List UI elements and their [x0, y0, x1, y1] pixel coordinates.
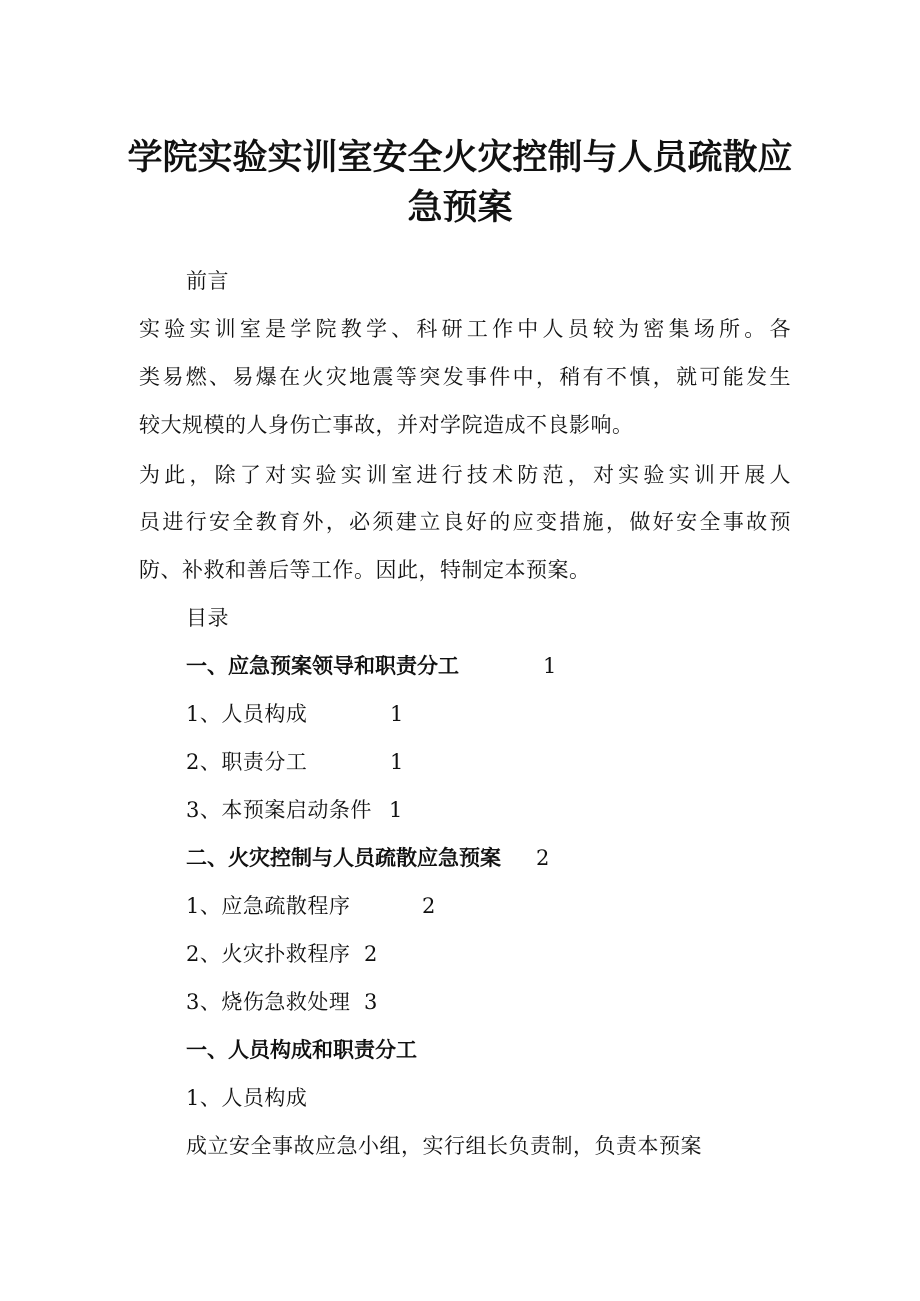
toc-page-1-2: 1 [390, 750, 404, 774]
body-text-line: 成立安全事故应急小组，实行组长负责制，负责本预案 [186, 1134, 702, 1158]
toc-heading: 目录 [186, 606, 229, 630]
toc-page-2-3: 3 [364, 990, 378, 1014]
preface-heading: 前言 [186, 269, 229, 293]
toc-page-section-1: 1 [543, 654, 557, 678]
toc-entry-2-2: 2、火灾扑救程序 [186, 942, 351, 966]
paragraph-2-line-1: 为此，除了对实验实训室进行技术防范，对实验实训开展人 [139, 463, 791, 487]
document-title-line-1: 学院实验实训室安全火灾控制与人员疏散应 [127, 138, 793, 178]
paragraph-2-line-3: 防、补救和善后等工作。因此，特制定本预案。 [139, 558, 591, 582]
paragraph-1-line-2: 类易燃、易爆在火灾地震等突发事件中，稍有不慎，就可能发生 [139, 365, 791, 389]
toc-page-2-2: 2 [364, 942, 378, 966]
paragraph-1-line-1: 实验实训室是学院教学、科研工作中人员较为密集场所。各 [139, 317, 791, 341]
toc-entry-section-1: 一、应急预案领导和职责分工 [186, 654, 459, 678]
toc-page-1-1: 1 [390, 702, 404, 726]
paragraph-1-line-3: 较大规模的人身伤亡事故，并对学院造成不良影响。 [139, 413, 634, 437]
toc-entry-1-3: 3、本预案启动条件 [186, 798, 372, 822]
toc-page-2-1: 2 [422, 894, 436, 918]
toc-page-1-3: 1 [389, 798, 403, 822]
toc-entry-2-3: 3、烧伤急救处理 [186, 990, 351, 1014]
subsection-1-heading: 1、人员构成 [186, 1086, 308, 1110]
toc-entry-1-2: 2、职责分工 [186, 750, 308, 774]
toc-entry-1-1: 1、人员构成 [186, 702, 308, 726]
toc-entry-section-2: 二、火灾控制与人员疏散应急预案 [186, 846, 501, 870]
paragraph-2-line-2: 员进行安全教育外，必须建立良好的应变措施，做好安全事故预 [139, 510, 791, 534]
document-title-line-2: 急预案 [407, 188, 513, 228]
section-1-heading: 一、人员构成和职责分工 [186, 1038, 417, 1062]
toc-page-section-2: 2 [536, 846, 550, 870]
toc-entry-2-1: 1、应急疏散程序 [186, 894, 351, 918]
